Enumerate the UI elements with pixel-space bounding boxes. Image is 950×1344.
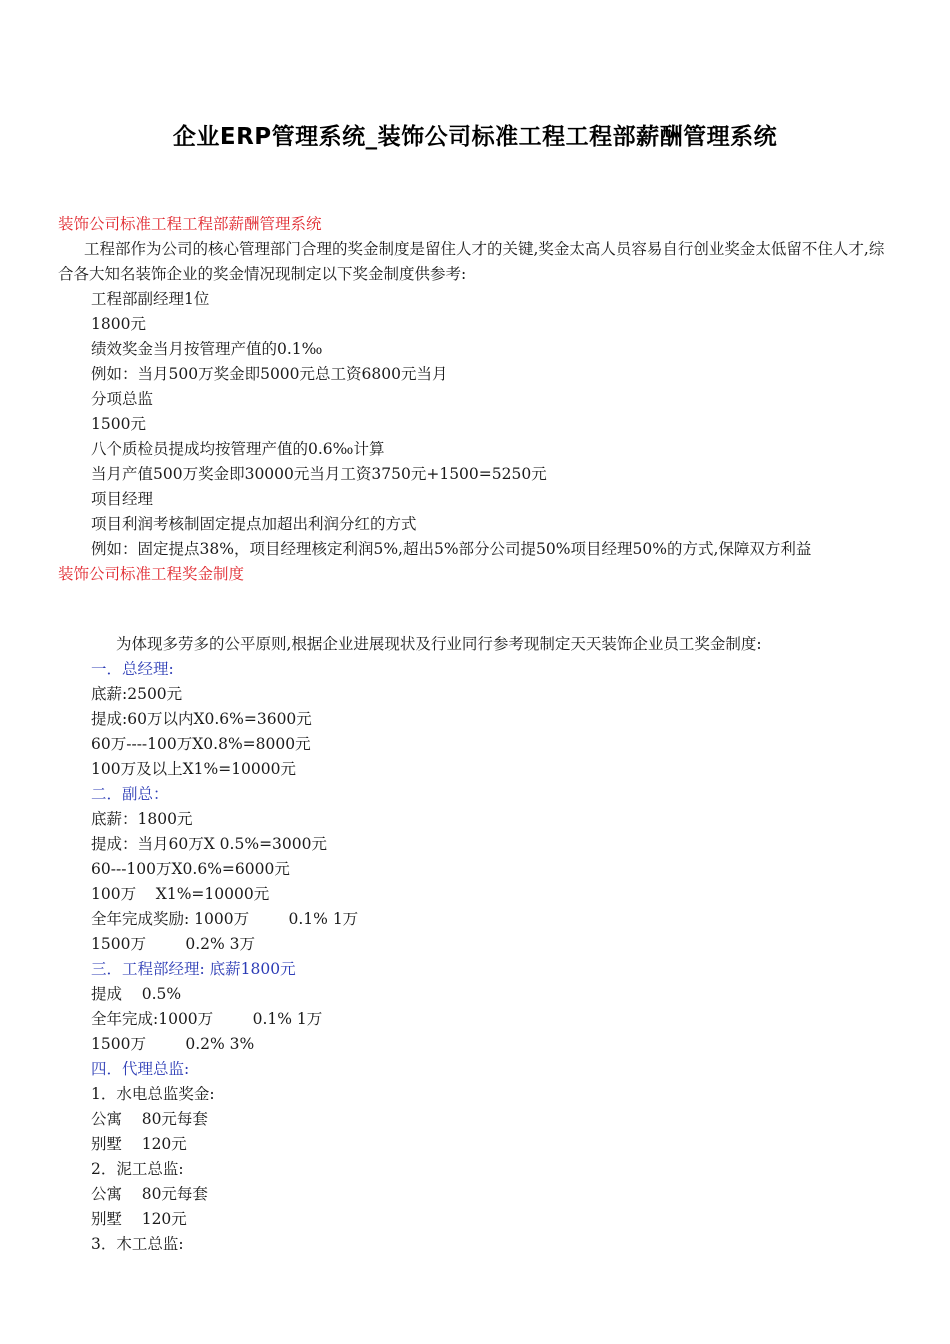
text-line: 底薪：1800元: [91, 810, 193, 828]
text-line: 1．水电总监奖金:: [91, 1085, 215, 1103]
intro-paragraph: 工程部作为公司的核心管理部门合理的奖金制度是留住人才的关键,奖金太高人员容易自行创业奖金太低留不住人才,综合各大知名装饰企业的奖金情况现制定以下奖金制度供参考:: [58, 240, 885, 283]
text-line: 分项总监: [91, 390, 154, 408]
text-line: 别墅 120元: [91, 1135, 187, 1153]
text-line: 例如：固定提点38%，项目经理核定利润5%,超出5%部分公司提50%项目经理50%的方式,保障双方利益: [91, 540, 812, 558]
text-line: 3．木工总监:: [91, 1235, 184, 1253]
text-line: 工程部副经理1位: [91, 290, 210, 308]
section-salary-system: [58, 212, 898, 587]
text-line: 项目经理: [91, 490, 154, 508]
text-line: 八个质检员提成均按管理产值的0.6‰计算: [91, 440, 385, 458]
section-heading: 装饰公司标准工程工程部薪酬管理系统: [58, 215, 322, 233]
text-line: 60万----100万X0.8%=8000元: [91, 735, 311, 753]
text-line: 1500元: [91, 415, 146, 433]
text-line: 提成：当月60万X 0.5%=3000元: [91, 835, 327, 853]
text-line: 全年完成:1000万 0.1% 1万: [91, 1010, 323, 1028]
group-heading: 四．代理总监:: [91, 1060, 190, 1078]
text-line: 提成 0.5%: [91, 985, 182, 1003]
text-line: 全年完成奖励: 1000万 0.1% 1万: [91, 910, 359, 928]
group-heading: 二．副总：: [91, 785, 169, 803]
text-line: 60---100万X0.6%=6000元: [91, 860, 290, 878]
text-line: 当月产值500万奖金即30000元当月工资3750元+1500=5250元: [91, 465, 547, 483]
text-line: 公寓 80元每套: [91, 1110, 208, 1128]
text-line: 1500万 0.2% 3%: [91, 1035, 255, 1053]
section-bonus-system: [58, 632, 898, 1257]
intro-paragraph: 为体现多劳多的公平原则,根据企业进展现状及行业同行参考现制定天天装饰企业员工奖金制度:: [116, 635, 762, 653]
group-heading: 一．总经理:: [91, 660, 174, 678]
text-line: 1800元: [91, 315, 146, 333]
document-title: 企业ERP管理系统_装饰公司标准工程工程部薪酬管理系统: [172, 124, 778, 150]
text-line: 项目利润考核制固定提点加超出利润分红的方式: [91, 515, 417, 533]
text-line: 例如：当月500万奖金即5000元总工资6800元当月: [91, 365, 448, 383]
text-line: 1500万 0.2% 3万: [91, 935, 256, 953]
text-line: 公寓 80元每套: [91, 1185, 208, 1203]
text-line: 提成:60万以内X0.6%=3600元: [91, 710, 312, 728]
text-line: 100万 X1%=10000元: [91, 885, 270, 903]
text-line: 100万及以上X1%=10000元: [91, 760, 297, 778]
text-line: 别墅 120元: [91, 1210, 187, 1228]
text-line: 绩效奖金当月按管理产值的0.1‰: [91, 340, 323, 358]
text-line: 2．泥工总监:: [91, 1160, 184, 1178]
section-heading: 装饰公司标准工程奖金制度: [58, 565, 245, 583]
group-heading: 三．工程部经理: 底薪1800元: [91, 960, 296, 978]
text-line: 底薪:2500元: [91, 685, 183, 703]
